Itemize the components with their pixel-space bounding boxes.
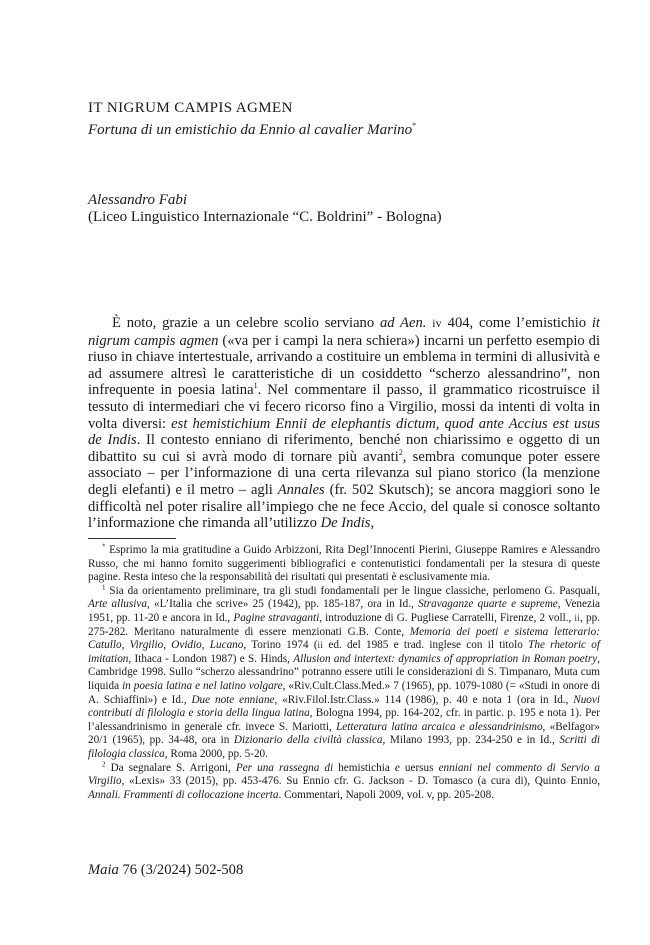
italic-run: The rhetoric of imitation [88, 639, 600, 665]
text-run: , Cambridge 1998. Sullo “scherzo alessandrino” potranno essere utili le considerazioni di S. Timpanaro, Muta cum liquida [88, 652, 600, 692]
text-run: , introduzione di G. Pugliese Carratelli, Firenze, 2 voll., [319, 611, 575, 624]
article-subtitle [88, 121, 416, 139]
italic-run: e [394, 761, 400, 774]
subtitle-footnote-mark[interactable]: * [412, 121, 417, 130]
text-run: ed. del 1985 e trad. inglese con il titolo [323, 639, 529, 652]
text-run: , «Riv.Cult.Class.Med.» 7 (1965), pp. 1079-1080 (= «Studi in onore di A. Schiaffini») e Id., [88, 679, 600, 706]
text-run: È noto, grazie a un celebre scolio serviano [112, 315, 380, 331]
subtitle-text: Fortuna di un emistichio da Ennio al cavalier Marino [88, 122, 413, 138]
italic-run: Arte allusiva [88, 598, 147, 611]
italic-run: Scritti di filologia classica [88, 734, 600, 760]
text-run: , [370, 515, 375, 532]
italic-run: De Indis [320, 515, 371, 532]
footnote-ref-2[interactable]: 2 [398, 447, 403, 457]
article-title: IT NIGRUM CAMPIS AGMEN [88, 100, 293, 116]
text-run: . Nel commentare il passo, il grammatico ricostruisce il tessuto di intermediari che vi fecero ricorso fino a Virgilio, mossi da intenti di volta in volta diversi: [88, 382, 600, 432]
text-run: Sia da orientamento preliminare, tra gli studi fondamentali per le lingue classiche, perlomeno G. Pasquali, [105, 584, 600, 597]
text-run: («va per i campi la nera schiera») incarni un perfetto esempio di riuso in chiave intertestuale, arrivando a costituire un emblema in termini di allusività e ad assumere altresì le caratteristiche di un cosiddetto “scherzo alessandrino”, non infrequente in poesia latina [88, 332, 600, 399]
italic-run: Allusion and intertext: dynamics of appropriation in Roman poetry [293, 652, 598, 665]
italic-run: Due note enniane [191, 693, 275, 706]
text-run: , Ithaca - London 1987) e S. Hinds, [128, 652, 294, 665]
italic-run: Annali. Frammenti di collocazione incerta [88, 788, 279, 801]
text-run: , «Riv.Filol.Istr.Class.» 114 (1986), p. 40 e nota 1 (ora in Id., [274, 693, 574, 706]
journal-citation: 76 (3/2024) 502-508 [118, 862, 244, 878]
italic-run: in poesia latina e nel latino volgare [122, 679, 283, 692]
journal-name: Maia [88, 862, 119, 878]
footnote-mark: 2 [102, 759, 106, 768]
text-run: (fr. 502 Skutsch); se ancora maggiori sono le difficoltà nel poter risalire all’impiego che ne fece Accio, del quale si conosce soltanto l’informazione che rimanda all’utilizzo [88, 481, 601, 532]
italic-run: Dizionario della civiltà classica [233, 734, 383, 747]
small-caps-run: ii [574, 612, 581, 623]
footnotes [88, 544, 600, 802]
body-paragraph [88, 315, 600, 532]
italic-run: Memoria dei poeti e sistema letterario: Catullo, Virgilio, Ovidio, Lucano [88, 625, 600, 652]
footnote-2 [88, 759, 600, 803]
italic-run: it nigrum campis agmen [88, 315, 600, 349]
text-run: , Torino 1974 ( [243, 639, 318, 652]
text-run: , Bologna 1994, pp. 164-202, cfr. in partic. p. 195 e nota 1). Per l’alessandrinismo in generale cfr. invece S. Mariotti, [88, 707, 600, 733]
text-run: , Venezia 1951, pp. 11-20 e ancora in Id., [88, 598, 601, 624]
italic-run: enniani nel commento di Servio a Virgilio [88, 761, 600, 788]
text-run: , Roma 2000, pp. 5-20. [164, 747, 268, 760]
text-run: uersus [399, 761, 439, 774]
page-footer [88, 862, 243, 879]
italic-run: Letteratura latina arcaica e alessandrinismo [336, 720, 543, 733]
footnote-mark: * [102, 542, 106, 551]
footnote-text: Esprimo la mia gratitudine a Guido Arbizzoni, Rita Degl’Innocenti Pierini, Giuseppe Ramires e Alessandro Russo, che mi hanno fornito suggerimenti bibliografici e contenutistici fondamentali per la stesura di queste pagine. Resta inteso che la responsabilità dei risultati qui presentati è esclusivamente mia. [88, 544, 600, 584]
text-run: , «Belfagor» 20/1 (1965), pp. 34-48, ora in [88, 720, 600, 747]
text-run: , «L’Italia che scrive» 25 (1942), pp. 185-187, ora in Id., [146, 598, 419, 611]
footnote-1 [88, 585, 600, 762]
footnote-ref-1[interactable]: 1 [253, 381, 258, 391]
body-text [88, 315, 600, 532]
text-run: . Il contesto enniano di riferimento, benché non chiarissimo e oggetto di un dibattito su cui si avrà modo di tornare più avanti [88, 432, 600, 465]
italic-run: Per una rassegna di [235, 761, 334, 774]
text-run: , «Lexis» 33 (2015), pp. 453-476. Su Ennio cfr. G. Jackson - D. Tomasco (a cura di), Quinto Ennio, [121, 775, 600, 788]
small-caps-run: iv [432, 317, 442, 330]
text-run: , sembra comunque poter essere associato – per l’informazione di una certa rilevanza sul piano storico (la menzione degli elefanti) e il metro – agli [88, 448, 601, 498]
author-name: Alessandro Fabi [88, 192, 188, 208]
text-run: 404, come l’emistichio [441, 315, 592, 331]
author-affiliation: (Liceo Linguistico Internazionale “C. Boldrini” - Bologna) [88, 209, 442, 225]
footnote-divider [88, 538, 176, 539]
italic-run: Pagine stravaganti [233, 611, 320, 624]
italic-run: est hemistichium Ennii de elephantis dictum, quod ante Accius est usus de Indis [88, 415, 600, 449]
small-caps-run: ii [317, 640, 324, 651]
italic-run: Annales [277, 481, 325, 498]
footnote-mark: 1 [102, 583, 106, 592]
text-run: . Commentari, Napoli 2009, vol. v, pp. 205-208. [278, 788, 495, 801]
italic-run: Nuovi contributi di filologia e storia della lingua latina [88, 693, 600, 720]
footnote-star [88, 544, 600, 585]
text-run: , pp. 275-282. Meritano naturalmente di essere menzionati G.B. Conte, [88, 611, 601, 638]
text-run: hemistichia [333, 761, 395, 774]
text-run: , Milano 1993, pp. 234-250 e in Id., [382, 734, 560, 747]
italic-run: ad Aen. [379, 315, 427, 331]
text-run: Da segnalare S. Arrigoni, [105, 761, 236, 774]
italic-run: Stravaganze quarte e supreme [418, 598, 558, 611]
